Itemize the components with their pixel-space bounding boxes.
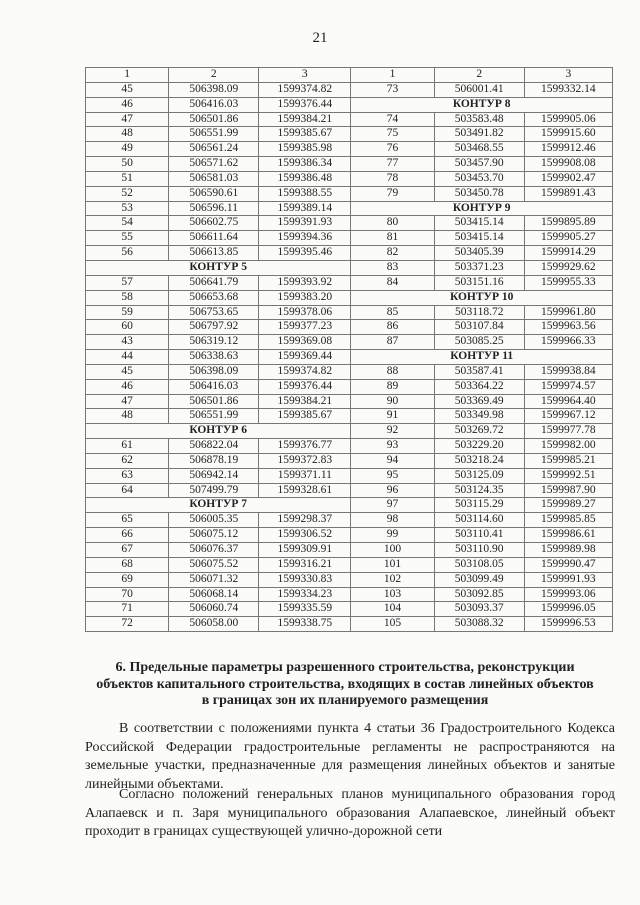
- x-coordinate: 503099.49: [434, 572, 524, 587]
- x-coordinate: 503229.20: [434, 439, 524, 454]
- y-coordinate: 1599386.48: [259, 171, 351, 186]
- paragraph: В соответствии с положениями пункта 4 статьи 36 Градостроительного Кодекса Российской Федерации градостроительные регламенты не распространяются на земельные участки, предназначенные для размещения линейных объектов и занятые линейными объектами.: [85, 721, 615, 792]
- x-coordinate: 503125.09: [434, 468, 524, 483]
- x-coordinate: 503405.39: [434, 246, 524, 261]
- point-number: 44: [86, 350, 169, 365]
- y-coordinate: 1599386.34: [259, 157, 351, 172]
- point-number: 105: [351, 617, 434, 632]
- y-coordinate: 1599369.08: [259, 335, 351, 350]
- y-coordinate: 1599967.12: [524, 409, 612, 424]
- point-number: 72: [86, 617, 169, 632]
- point-number: 47: [86, 112, 169, 127]
- y-coordinate: 1599385.98: [259, 142, 351, 157]
- x-coordinate: 503093.37: [434, 602, 524, 617]
- y-coordinate: 1599996.53: [524, 617, 612, 632]
- point-number: 49: [86, 142, 169, 157]
- y-coordinate: 1599966.33: [524, 335, 612, 350]
- point-number: 95: [351, 468, 434, 483]
- x-coordinate: 506641.79: [169, 275, 259, 290]
- y-coordinate: 1599374.82: [259, 364, 351, 379]
- contour-label: КОНТУР 9: [351, 201, 613, 216]
- x-coordinate: 506416.03: [169, 97, 259, 112]
- point-number: 65: [86, 513, 169, 528]
- table-header-row: [86, 68, 613, 83]
- point-number: 68: [86, 557, 169, 572]
- y-coordinate: 1599938.84: [524, 364, 612, 379]
- table-row: [86, 275, 613, 290]
- x-coordinate: 506319.12: [169, 335, 259, 350]
- y-coordinate: 1599974.57: [524, 379, 612, 394]
- contour-label: КОНТУР 10: [351, 290, 613, 305]
- table-row: [86, 409, 613, 424]
- point-number: 61: [86, 439, 169, 454]
- column-header: 3: [259, 68, 351, 83]
- y-coordinate: 1599388.55: [259, 186, 351, 201]
- x-coordinate: 503457.90: [434, 157, 524, 172]
- y-coordinate: 1599955.33: [524, 275, 612, 290]
- y-coordinate: 1599394.36: [259, 231, 351, 246]
- y-coordinate: 1599391.93: [259, 216, 351, 231]
- x-coordinate: 506501.86: [169, 394, 259, 409]
- table-row: [86, 528, 613, 543]
- point-number: 104: [351, 602, 434, 617]
- point-number: 74: [351, 112, 434, 127]
- point-number: 47: [86, 394, 169, 409]
- y-coordinate: 1599908.08: [524, 157, 612, 172]
- point-number: 94: [351, 453, 434, 468]
- table-row: [86, 379, 613, 394]
- table-row: [86, 112, 613, 127]
- x-coordinate: 506571.62: [169, 157, 259, 172]
- point-number: 84: [351, 275, 434, 290]
- x-coordinate: 506878.19: [169, 453, 259, 468]
- y-coordinate: 1599964.40: [524, 394, 612, 409]
- point-number: 97: [351, 498, 434, 513]
- y-coordinate: 1599316.21: [259, 557, 351, 572]
- x-coordinate: 506338.63: [169, 350, 259, 365]
- table-row: [86, 157, 613, 172]
- point-number: 98: [351, 513, 434, 528]
- point-number: 75: [351, 127, 434, 142]
- x-coordinate: 503415.14: [434, 216, 524, 231]
- x-coordinate: 506398.09: [169, 82, 259, 97]
- table-row: [86, 453, 613, 468]
- point-number: 92: [351, 424, 434, 439]
- x-coordinate: 506398.09: [169, 364, 259, 379]
- x-coordinate: 506075.12: [169, 528, 259, 543]
- x-coordinate: 506551.99: [169, 127, 259, 142]
- point-number: 64: [86, 483, 169, 498]
- point-number: 70: [86, 587, 169, 602]
- column-header: 2: [169, 68, 259, 83]
- y-coordinate: 1599389.14: [259, 201, 351, 216]
- y-coordinate: 1599989.98: [524, 543, 612, 558]
- y-coordinate: 1599990.47: [524, 557, 612, 572]
- y-coordinate: 1599993.06: [524, 587, 612, 602]
- x-coordinate: 506005.35: [169, 513, 259, 528]
- column-header: 2: [434, 68, 524, 83]
- point-number: 46: [86, 379, 169, 394]
- point-number: 82: [351, 246, 434, 261]
- x-coordinate: 506060.74: [169, 602, 259, 617]
- table-row: [86, 246, 613, 261]
- point-number: 45: [86, 82, 169, 97]
- point-number: 50: [86, 157, 169, 172]
- x-coordinate: 506001.41: [434, 82, 524, 97]
- table-row: [86, 82, 613, 97]
- y-coordinate: 1599335.59: [259, 602, 351, 617]
- point-number: 63: [86, 468, 169, 483]
- table-row: [86, 231, 613, 246]
- y-coordinate: 1599328.61: [259, 483, 351, 498]
- contour-label: КОНТУР 11: [351, 350, 613, 365]
- point-number: 43: [86, 335, 169, 350]
- y-coordinate: 1599330.83: [259, 572, 351, 587]
- y-coordinate: 1599372.83: [259, 453, 351, 468]
- point-number: 93: [351, 439, 434, 454]
- x-coordinate: 506075.52: [169, 557, 259, 572]
- y-coordinate: 1599985.85: [524, 513, 612, 528]
- point-number: 85: [351, 305, 434, 320]
- point-number: 103: [351, 587, 434, 602]
- x-coordinate: 506602.75: [169, 216, 259, 231]
- point-number: 80: [351, 216, 434, 231]
- point-number: 48: [86, 127, 169, 142]
- paragraph: Согласно положений генеральных планов муниципального образования город Алапаевск и п. Заря муниципального образования Алапаевское, линейный объект проходит в границах существующей улично-дорожной сети: [85, 787, 615, 839]
- x-coordinate: 503092.85: [434, 587, 524, 602]
- point-number: 79: [351, 186, 434, 201]
- point-number: 88: [351, 364, 434, 379]
- y-coordinate: 1599306.52: [259, 528, 351, 543]
- x-coordinate: 503453.70: [434, 171, 524, 186]
- table-row: [86, 364, 613, 379]
- point-number: 87: [351, 335, 434, 350]
- x-coordinate: 506942.14: [169, 468, 259, 483]
- y-coordinate: 1599376.77: [259, 439, 351, 454]
- point-number: 58: [86, 290, 169, 305]
- contour-label: КОНТУР 7: [86, 498, 351, 513]
- point-number: 71: [86, 602, 169, 617]
- y-coordinate: 1599371.11: [259, 468, 351, 483]
- point-number: 73: [351, 82, 434, 97]
- y-coordinate: 1599905.27: [524, 231, 612, 246]
- table-row: [86, 543, 613, 558]
- x-coordinate: 506613.85: [169, 246, 259, 261]
- table-row: [86, 572, 613, 587]
- coordinates-table: [85, 67, 613, 632]
- section-heading: 6. Предельные параметры разрешенного строительства, реконструкции объектов капитального строительства, входящих в состав линейных объектов в границах зон их планируемого размещения: [96, 660, 594, 708]
- table-row: [86, 587, 613, 602]
- page-number: 21: [312, 30, 328, 46]
- point-number: 52: [86, 186, 169, 201]
- y-coordinate: 1599384.21: [259, 394, 351, 409]
- x-coordinate: 506071.32: [169, 572, 259, 587]
- point-number: 67: [86, 543, 169, 558]
- x-coordinate: 506561.24: [169, 142, 259, 157]
- y-coordinate: 1599915.60: [524, 127, 612, 142]
- point-number: 57: [86, 275, 169, 290]
- point-number: 99: [351, 528, 434, 543]
- y-coordinate: 1599383.20: [259, 290, 351, 305]
- x-coordinate: 503371.23: [434, 260, 524, 275]
- x-coordinate: 506076.37: [169, 543, 259, 558]
- point-number: 83: [351, 260, 434, 275]
- x-coordinate: 506551.99: [169, 409, 259, 424]
- y-coordinate: 1599989.27: [524, 498, 612, 513]
- x-coordinate: 503110.90: [434, 543, 524, 558]
- column-header: 1: [351, 68, 434, 83]
- table-row: [86, 201, 613, 216]
- y-coordinate: 1599385.67: [259, 409, 351, 424]
- y-coordinate: 1599905.06: [524, 112, 612, 127]
- table-row: [86, 171, 613, 186]
- point-number: 69: [86, 572, 169, 587]
- point-number: 91: [351, 409, 434, 424]
- y-coordinate: 1599982.00: [524, 439, 612, 454]
- x-coordinate: 506068.14: [169, 587, 259, 602]
- x-coordinate: 503369.49: [434, 394, 524, 409]
- y-coordinate: 1599912.46: [524, 142, 612, 157]
- x-coordinate: 503115.29: [434, 498, 524, 513]
- contour-label: КОНТУР 8: [351, 97, 613, 112]
- point-number: 100: [351, 543, 434, 558]
- x-coordinate: 503269.72: [434, 424, 524, 439]
- x-coordinate: 503415.14: [434, 231, 524, 246]
- x-coordinate: 503151.16: [434, 275, 524, 290]
- table-row: [86, 290, 613, 305]
- x-coordinate: 503088.32: [434, 617, 524, 632]
- table-row: [86, 186, 613, 201]
- point-number: 77: [351, 157, 434, 172]
- point-number: 76: [351, 142, 434, 157]
- table-row: [86, 424, 613, 439]
- y-coordinate: 1599395.46: [259, 246, 351, 261]
- x-coordinate: 503108.05: [434, 557, 524, 572]
- contour-label: КОНТУР 5: [86, 260, 351, 275]
- x-coordinate: 507499.79: [169, 483, 259, 498]
- x-coordinate: 503085.25: [434, 335, 524, 350]
- y-coordinate: 1599996.05: [524, 602, 612, 617]
- y-coordinate: 1599298.37: [259, 513, 351, 528]
- table-row: [86, 394, 613, 409]
- y-coordinate: 1599914.29: [524, 246, 612, 261]
- y-coordinate: 1599992.51: [524, 468, 612, 483]
- y-coordinate: 1599384.21: [259, 112, 351, 127]
- table-row: [86, 305, 613, 320]
- y-coordinate: 1599985.21: [524, 453, 612, 468]
- point-number: 54: [86, 216, 169, 231]
- point-number: 96: [351, 483, 434, 498]
- point-number: 55: [86, 231, 169, 246]
- y-coordinate: 1599977.78: [524, 424, 612, 439]
- table-row: [86, 557, 613, 572]
- y-coordinate: 1599332.14: [524, 82, 612, 97]
- y-coordinate: 1599991.93: [524, 572, 612, 587]
- point-number: 60: [86, 320, 169, 335]
- point-number: 90: [351, 394, 434, 409]
- table-row: [86, 216, 613, 231]
- table-row: [86, 617, 613, 632]
- point-number: 56: [86, 246, 169, 261]
- x-coordinate: 503110.41: [434, 528, 524, 543]
- y-coordinate: 1599374.82: [259, 82, 351, 97]
- table-row: [86, 335, 613, 350]
- x-coordinate: 506416.03: [169, 379, 259, 394]
- x-coordinate: 503468.55: [434, 142, 524, 157]
- y-coordinate: 1599895.89: [524, 216, 612, 231]
- table-row: [86, 498, 613, 513]
- y-coordinate: 1599902.47: [524, 171, 612, 186]
- table-row: [86, 483, 613, 498]
- point-number: 62: [86, 453, 169, 468]
- x-coordinate: 503118.72: [434, 305, 524, 320]
- point-number: 86: [351, 320, 434, 335]
- y-coordinate: 1599376.44: [259, 379, 351, 394]
- y-coordinate: 1599376.44: [259, 97, 351, 112]
- y-coordinate: 1599385.67: [259, 127, 351, 142]
- y-coordinate: 1599891.43: [524, 186, 612, 201]
- point-number: 102: [351, 572, 434, 587]
- y-coordinate: 1599309.91: [259, 543, 351, 558]
- point-number: 59: [86, 305, 169, 320]
- y-coordinate: 1599929.62: [524, 260, 612, 275]
- y-coordinate: 1599369.44: [259, 350, 351, 365]
- point-number: 45: [86, 364, 169, 379]
- x-coordinate: 506822.04: [169, 439, 259, 454]
- column-header: 3: [524, 68, 612, 83]
- table-row: [86, 602, 613, 617]
- y-coordinate: 1599986.61: [524, 528, 612, 543]
- x-coordinate: 503114.60: [434, 513, 524, 528]
- x-coordinate: 506590.61: [169, 186, 259, 201]
- x-coordinate: 503491.82: [434, 127, 524, 142]
- x-coordinate: 503218.24: [434, 453, 524, 468]
- table-row: [86, 97, 613, 112]
- x-coordinate: 503583.48: [434, 112, 524, 127]
- x-coordinate: 506611.64: [169, 231, 259, 246]
- point-number: 89: [351, 379, 434, 394]
- y-coordinate: 1599377.23: [259, 320, 351, 335]
- table-row: [86, 260, 613, 275]
- x-coordinate: 506797.92: [169, 320, 259, 335]
- x-coordinate: 506653.68: [169, 290, 259, 305]
- y-coordinate: 1599338.75: [259, 617, 351, 632]
- y-coordinate: 1599961.80: [524, 305, 612, 320]
- x-coordinate: 506058.00: [169, 617, 259, 632]
- table-row: [86, 468, 613, 483]
- point-number: 101: [351, 557, 434, 572]
- x-coordinate: 506501.86: [169, 112, 259, 127]
- point-number: 51: [86, 171, 169, 186]
- column-header: 1: [86, 68, 169, 83]
- point-number: 66: [86, 528, 169, 543]
- table-row: [86, 320, 613, 335]
- x-coordinate: 503364.22: [434, 379, 524, 394]
- x-coordinate: 503124.35: [434, 483, 524, 498]
- point-number: 48: [86, 409, 169, 424]
- x-coordinate: 503107.84: [434, 320, 524, 335]
- y-coordinate: 1599334.23: [259, 587, 351, 602]
- y-coordinate: 1599987.90: [524, 483, 612, 498]
- table-row: [86, 142, 613, 157]
- point-number: 81: [351, 231, 434, 246]
- contour-label: КОНТУР 6: [86, 424, 351, 439]
- x-coordinate: 503349.98: [434, 409, 524, 424]
- x-coordinate: 506596.11: [169, 201, 259, 216]
- table-row: [86, 513, 613, 528]
- point-number: 53: [86, 201, 169, 216]
- x-coordinate: 503450.78: [434, 186, 524, 201]
- point-number: 78: [351, 171, 434, 186]
- y-coordinate: 1599378.06: [259, 305, 351, 320]
- x-coordinate: 503587.41: [434, 364, 524, 379]
- table-row: [86, 127, 613, 142]
- y-coordinate: 1599393.92: [259, 275, 351, 290]
- x-coordinate: 506753.65: [169, 305, 259, 320]
- y-coordinate: 1599963.56: [524, 320, 612, 335]
- table-row: [86, 350, 613, 365]
- table-row: [86, 439, 613, 454]
- point-number: 46: [86, 97, 169, 112]
- x-coordinate: 506581.03: [169, 171, 259, 186]
